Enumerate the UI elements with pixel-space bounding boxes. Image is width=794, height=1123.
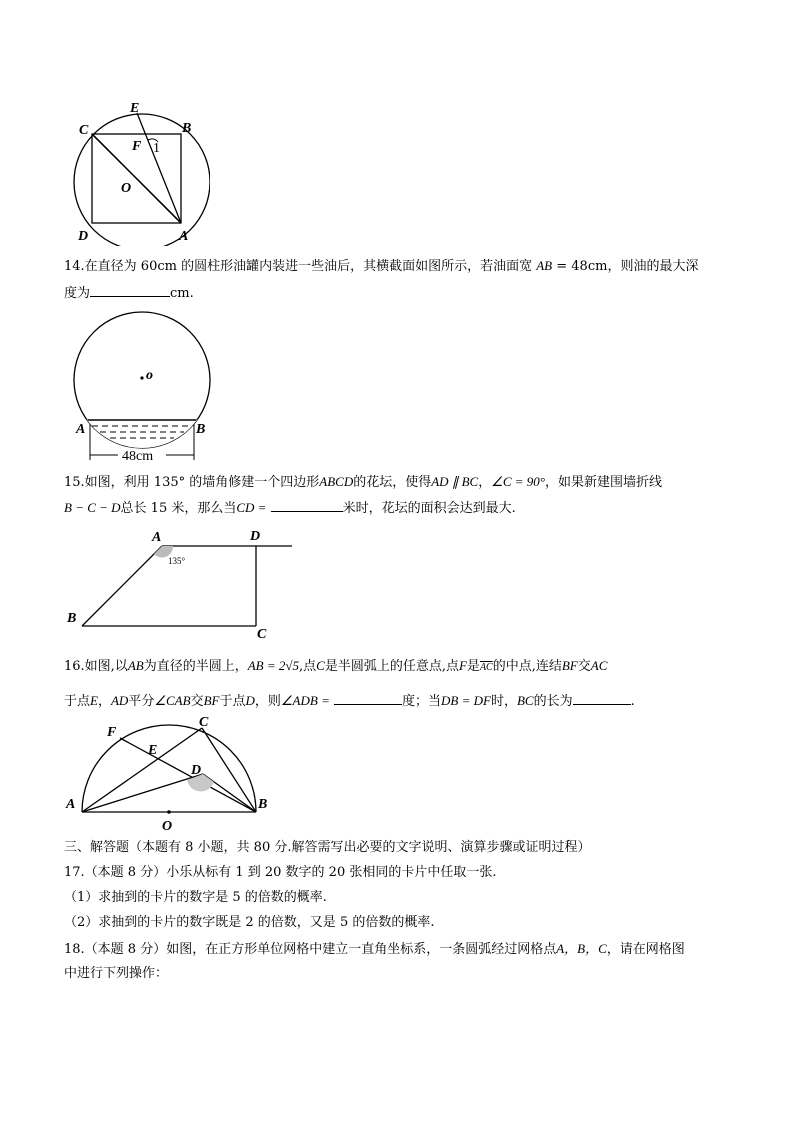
label-D: D — [78, 229, 89, 244]
label-C: C — [257, 627, 267, 642]
label-48cm: 48cm — [122, 449, 154, 464]
label-A: A — [179, 229, 189, 244]
figure-flowerbed — [62, 526, 302, 644]
label-E: E — [148, 743, 158, 758]
figure-circle-square — [70, 96, 210, 246]
q15-line1: 15.如图，利用 135° 的墙角修建一个四边形ABCD的花坛，使得AD ∥ BC，∠C = 90°，如果新建围墙折线 — [64, 474, 663, 490]
q14-line2: 度为 cm. — [64, 282, 194, 304]
figure-oil-tank — [70, 308, 220, 468]
label-A: A — [66, 797, 76, 812]
label-B: B — [196, 422, 206, 437]
label-135: 135° — [168, 556, 186, 566]
label-F: F — [107, 725, 117, 740]
label-angle-1: 1 — [153, 141, 160, 156]
label-o: o — [146, 368, 153, 383]
answer-blank — [573, 690, 631, 705]
q18-line1: 18.（本题 8 分）如图，在正方形单位网格中建立一直角坐标系，一条圆弧经过网格点A，B，C，请在网格图 — [64, 941, 685, 957]
q18-line2: 中进行下列操作： — [64, 966, 169, 981]
label-C: C — [199, 715, 209, 730]
label-C: C — [79, 123, 89, 138]
label-D: D — [250, 529, 261, 544]
label-O: O — [162, 819, 173, 834]
figure-semicircle — [62, 712, 282, 834]
label-O: O — [121, 181, 132, 196]
q15-line2: B − C − D总长 15 米，那么当CD = 米时，花坛的面积会达到最大. — [64, 497, 516, 519]
answer-blank — [271, 497, 343, 512]
label-A: A — [76, 422, 86, 437]
q17-title: 17.（本题 8 分）小乐从标有 1 到 20 数字的 20 张相同的卡片中任取一张. — [64, 865, 497, 880]
q16-line1: 16.如图,以AB为直径的半圆上，AB = 2√5,点C是半圆弧上的任意点,点F是$\overline{AC}$的中点,连结BF交AC — [64, 658, 608, 674]
q17-sub2: （2）求抽到的卡片的数字既是 2 的倍数，又是 5 的倍数的概率. — [64, 915, 435, 930]
label-B: B — [67, 611, 77, 626]
label-F: F — [132, 139, 142, 154]
label-B: B — [258, 797, 268, 812]
section-3-heading: 三、解答题（本题有 8 小题，共 80 分.解答需写出必要的文字说明、演算步骤或证明过程） — [64, 840, 591, 855]
answer-blank — [90, 282, 170, 297]
label-B: B — [182, 121, 192, 136]
q16-line2: 于点E，AD平分∠CAB交BF于点D，则∠ADB = 度；当DB = DF时，BC的长为 . — [64, 690, 635, 712]
answer-blank — [334, 690, 402, 705]
label-A: A — [152, 530, 162, 545]
q14-line1: 14.在直径为 60cm 的圆柱形油罐内装进一些油后，其横截面如图所示，若油面宽 AB = 48cm，则油的最大深 — [64, 258, 699, 274]
label-E: E — [130, 101, 140, 116]
label-D: D — [191, 763, 202, 778]
q17-sub1: （1）求抽到的卡片的数字是 5 的倍数的概率. — [64, 890, 327, 905]
